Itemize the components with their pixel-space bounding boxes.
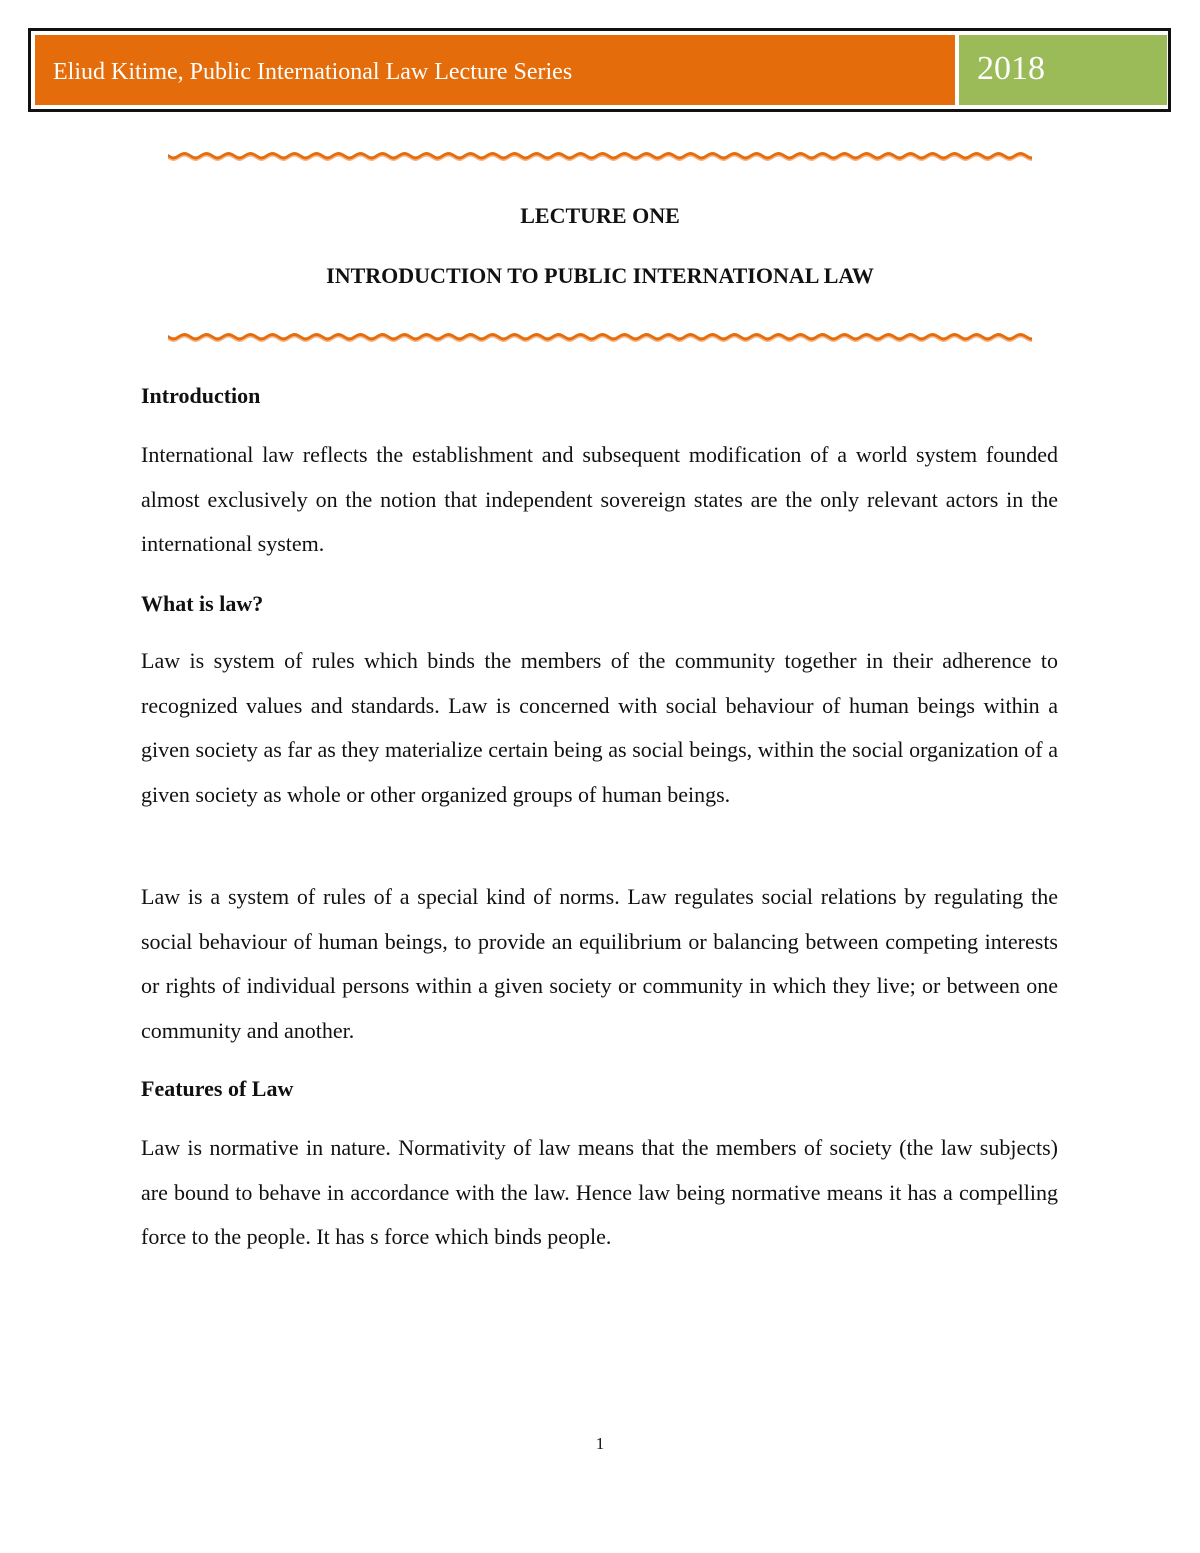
header-year: 2018 bbox=[977, 50, 1045, 87]
section-heading-introduction: Introduction bbox=[141, 383, 261, 408]
section-heading-what-is-law: What is law? bbox=[141, 591, 264, 616]
paragraph-what-is-law-2: Law is a system of rules of a special kind of norms. Law regulates social relations by regulating the social behaviour of human beings, to provide an equilibrium or balancing between competing interests or rights of individual persons within a given society or community in which they live; or between one community and another. bbox=[141, 884, 1058, 1043]
paragraph-introduction: International law reflects the establishment and subsequent modification of a world system founded almost exclusively on the notion that independent sovereign states are the only relevant actors in the international system. bbox=[141, 442, 1058, 556]
wavy-divider-top bbox=[168, 149, 1032, 163]
paragraph-features-of-law: Law is normative in nature. Normativity of law means that the members of society (the law subjects) are bound to behave in accordance with the law. Hence law being normative means it has a compelling force to the people. It has s force which binds people. bbox=[141, 1135, 1058, 1249]
section-heading-features-of-law: Features of Law bbox=[141, 1076, 294, 1101]
page-number: 1 bbox=[595, 1434, 605, 1453]
header-year-cell bbox=[959, 35, 1167, 105]
wavy-divider-bottom bbox=[168, 330, 1032, 344]
header-banner bbox=[28, 28, 1171, 112]
paragraph-what-is-law-1: Law is system of rules which binds the members of the community together in their adherence to recognized values and standards. Law is concerned with social behaviour of human beings within a given society as far as they materialize certain being as social beings, within the social organization of a given society as whole or other organized groups of human beings. bbox=[141, 648, 1058, 807]
lecture-title: INTRODUCTION TO PUBLIC INTERNATIONAL LAW bbox=[326, 263, 874, 288]
lecture-label: LECTURE ONE bbox=[520, 203, 680, 228]
header-title-cell bbox=[35, 35, 955, 105]
header-title: Eliud Kitime, Public International Law Lecture Series bbox=[53, 59, 573, 85]
